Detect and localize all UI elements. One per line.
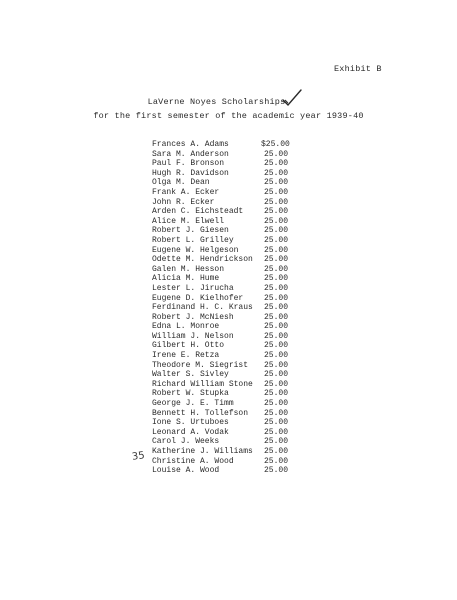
- scholarship-amount: 25.00: [264, 178, 289, 188]
- list-item: [152, 437, 302, 447]
- list-item: [152, 265, 302, 275]
- scholarship-amount: 25.00: [264, 149, 289, 159]
- scholarship-amount: 25.00: [264, 389, 289, 399]
- scholarship-amount: 25.00: [264, 216, 289, 226]
- list-item: [152, 370, 302, 380]
- scholar-name: Eugene W. Helgeson: [152, 245, 239, 255]
- scholar-name: Ferdinand H. C. Kraus: [152, 303, 253, 313]
- scholarship-amount: 25.00: [264, 351, 289, 361]
- list-item: [152, 409, 302, 419]
- list-item: [152, 303, 302, 313]
- list-item: [152, 246, 302, 256]
- scholar-name: Ione S. Urtuboes: [152, 418, 229, 428]
- scholarship-amount: 25.00: [264, 207, 289, 217]
- list-item: [152, 226, 302, 236]
- scholarship-amount: 25.00: [264, 187, 289, 197]
- list-item: [152, 274, 302, 284]
- scholar-name: Leonard A. Vodak: [152, 427, 229, 437]
- checkmark-icon: [280, 86, 304, 110]
- list-item: [152, 207, 302, 217]
- scholarship-amount: 25.00: [264, 226, 289, 236]
- scholar-name: Robert J. McNiesh: [152, 312, 234, 322]
- list-item: [152, 198, 302, 208]
- scholar-name: Robert L. Grilley: [152, 235, 234, 245]
- scholarship-amount: 25.00: [264, 235, 289, 245]
- scholar-name: Irene E. Retza: [152, 351, 220, 361]
- scholar-name: Alicia M. Hume: [152, 274, 220, 284]
- scholarship-amount: $25.00: [261, 140, 290, 149]
- list-item: [152, 169, 302, 179]
- scholar-name: Gilbert H. Otto: [152, 341, 225, 351]
- scholar-name: Galen M. Hesson: [152, 264, 225, 274]
- scholarship-amount: 25.00: [264, 283, 289, 293]
- scholarship-amount: 25.00: [264, 437, 289, 447]
- scholar-name: Eugene D. Kielhofer: [152, 293, 244, 303]
- list-item: [152, 341, 302, 351]
- list-item: [152, 150, 302, 160]
- list-item: [152, 313, 302, 323]
- scholarship-amount: 25.00: [264, 312, 289, 322]
- scholarship-amount: 25.00: [264, 303, 289, 313]
- scholarship-amount: 25.00: [264, 408, 289, 418]
- scholar-name: Hugh R. Davidson: [152, 168, 229, 178]
- list-item: [152, 188, 302, 198]
- scholarship-amount: 25.00: [264, 399, 289, 409]
- list-item: [152, 140, 302, 150]
- list-item: [152, 322, 302, 332]
- list-item: [152, 380, 302, 390]
- document-title: LaVerne Noyes Scholarships: [147, 97, 286, 107]
- list-item: [152, 255, 302, 265]
- list-item: [152, 332, 302, 342]
- scholarship-list: [152, 140, 302, 476]
- scholar-name: William J. Nelson: [152, 331, 234, 341]
- scholarship-amount: 25.00: [264, 370, 289, 380]
- scholarship-amount: 25.00: [264, 466, 289, 476]
- scholarship-amount: 25.00: [264, 427, 289, 437]
- scholar-name: Paul F. Bronson: [152, 159, 225, 169]
- exhibit-label: Exhibit B: [334, 64, 382, 74]
- scholar-name: Bennett H. Tollefson: [152, 408, 249, 418]
- scholarship-amount: 25.00: [264, 274, 289, 284]
- scholar-name: Frances A. Adams: [152, 140, 229, 149]
- scholar-name: Richard William Stone: [152, 379, 253, 389]
- scholarship-amount: 25.00: [264, 456, 289, 466]
- scholarship-amount: 25.00: [264, 418, 289, 428]
- scholar-name: Olga M. Dean: [152, 178, 210, 188]
- list-item: [152, 466, 302, 476]
- scholar-name: Sara M. Anderson: [152, 149, 229, 159]
- list-item: [152, 428, 302, 438]
- scholar-name: Alice M. Elwell: [152, 216, 225, 226]
- handwritten-note: 35: [131, 450, 146, 463]
- scholar-name: Odette M. Hendrickson: [152, 255, 253, 265]
- list-item: [152, 178, 302, 188]
- scholarship-amount: 25.00: [264, 322, 289, 332]
- list-item: [152, 294, 302, 304]
- scholarship-amount: 25.00: [264, 168, 289, 178]
- scholar-name: Theodore M. Siegrist: [152, 360, 249, 370]
- list-item: [152, 418, 302, 428]
- list-item: [152, 389, 302, 399]
- scholarship-amount: 25.00: [264, 360, 289, 370]
- document-subtitle: for the first semester of the academic year 1939-40: [93, 111, 364, 121]
- list-item: [152, 217, 302, 227]
- scholarship-amount: 25.00: [264, 159, 289, 169]
- scholarship-amount: 25.00: [264, 245, 289, 255]
- scholar-name: Robert J. Giesen: [152, 226, 229, 236]
- scholarship-amount: 25.00: [264, 447, 289, 456]
- scholar-name: Carol J. Weeks: [152, 437, 220, 447]
- scholar-name: Katherine J. Williams: [152, 447, 253, 456]
- scholar-name: Walter S. Sivley: [152, 370, 229, 380]
- list-item: [152, 447, 302, 457]
- scholar-name: Lester L. Jirucha: [152, 283, 234, 293]
- scholarship-amount: 25.00: [264, 264, 289, 274]
- scholar-name: Arden C. Eichsteadt: [152, 207, 244, 217]
- list-item: [152, 361, 302, 371]
- list-item: [152, 284, 302, 294]
- list-item: [152, 399, 302, 409]
- list-item: [152, 159, 302, 169]
- scholar-name: John R. Ecker: [152, 197, 215, 207]
- scholarship-amount: 25.00: [264, 293, 289, 303]
- list-item: [152, 457, 302, 467]
- scholar-name: George J. E. Timm: [152, 399, 234, 409]
- scholarship-amount: 25.00: [264, 331, 289, 341]
- scholar-name: Frank A. Ecker: [152, 187, 220, 197]
- scholarship-amount: 25.00: [264, 379, 289, 389]
- scholar-name: Edna L. Monroe: [152, 322, 220, 332]
- scholar-name: Louise A. Wood: [152, 466, 220, 476]
- scholarship-amount: 25.00: [264, 341, 289, 351]
- scholarship-amount: 25.00: [264, 197, 289, 207]
- scholar-name: Robert W. Stupka: [152, 389, 229, 399]
- list-item: [152, 236, 302, 246]
- list-item: [152, 351, 302, 361]
- scholarship-amount: 25.00: [264, 255, 289, 265]
- scholar-name: Christine A. Wood: [152, 456, 234, 466]
